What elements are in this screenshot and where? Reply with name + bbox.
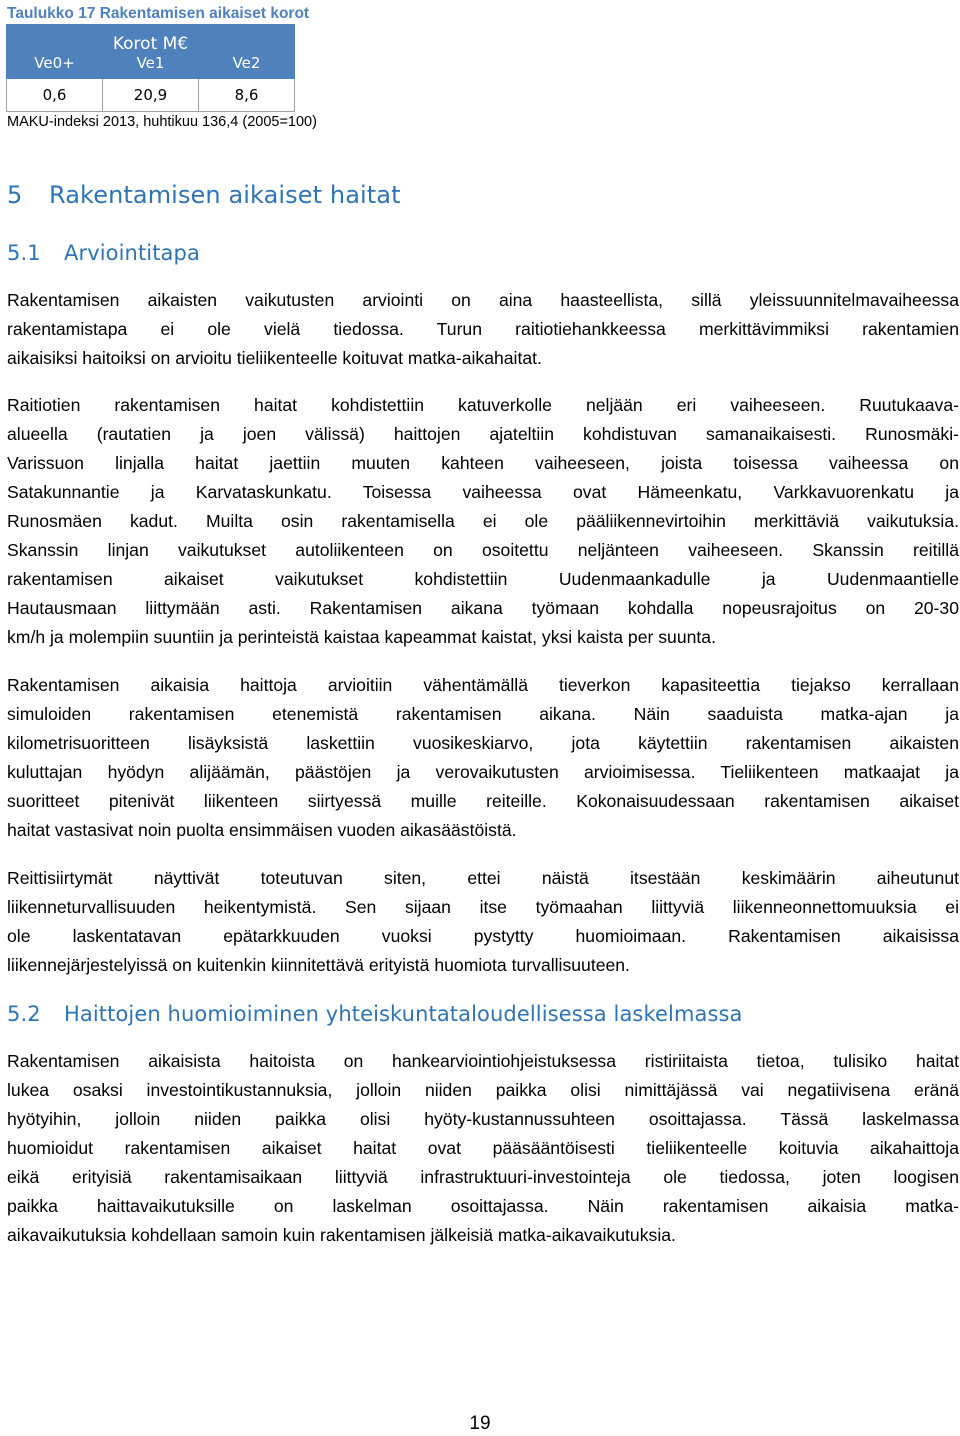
text-line: rakentamisen aikaiset vaikutukset kohdistettiin Uudenmaankadulle ja Uudenmaantielle <box>7 569 959 589</box>
cell-ve2-value: 8,6 <box>199 79 295 112</box>
text-line: huomioidut rakentamisen aikaiset haitat ovat pääsääntöisesti tieliikenteelle koituvia aikahaittoja <box>7 1138 959 1158</box>
text-line: liikennejärjestelyissä on kuitenkin kiinnitettävä erityistä huomiota turvallisuuteen. <box>7 955 630 975</box>
paragraph <box>7 1047 959 1250</box>
paragraph <box>7 864 959 980</box>
text-line: kuluttajan hyödyn alijäämän, päästöjen ja verovaikutusten arvioimisessa. Tieliikenteen matkaajat ja <box>7 762 959 782</box>
text-line: km/h ja molempiin suuntiin ja perinteistä kaistaa kapeammat kaistat, yksi kaista per suunta. <box>7 627 716 647</box>
section-title: Haittojen huomioiminen yhteiskuntataloudellisessa laskelmassa <box>64 1002 743 1026</box>
text-line: Raitiotien rakentamisen haitat kohdistettiin katuverkolle neljään eri vaiheeseen. Ruutukaava- <box>7 395 959 415</box>
section-5-heading <box>7 181 401 209</box>
column-header-ve2: Ve2 <box>199 54 295 79</box>
text-line: eikä erityisiä rakentamisaikaan liittyviä infrastruktuuri-investointeja ole tiedossa, joten loogisen <box>7 1167 959 1187</box>
interest-table <box>6 24 295 112</box>
section-5-1-heading <box>7 241 200 265</box>
text-line: Satakunnantie ja Karvataskunkatu. Toisessa vaiheessa ovat Hämeenkatu, Varkkavuorenkatu ja <box>7 482 959 502</box>
maku-index-note: MAKU-indeksi 2013, huhtikuu 136,4 (2005=100) <box>7 114 317 130</box>
text-line: paikka haittavaikutuksille on laskelman osoittajassa. Näin rakentamisen aikaisia matka- <box>7 1196 959 1216</box>
column-header-ve1: Ve1 <box>103 54 199 79</box>
section-title: Arviointitapa <box>64 241 200 265</box>
text-line: ole laskentatavan epätarkkuuden vuoksi pystytty huomioimaan. Rakentamisen aikaisissa <box>7 926 959 946</box>
section-title: Rakentamisen aikaiset haitat <box>49 181 401 209</box>
text-line: Rakentamisen aikaisista haitoista on hankearviointiohjeistuksessa ristiriitaista tietoa, tulisiko haitat <box>7 1051 959 1071</box>
text-line: kilometrisuoritteen lisäyksistä laskettiin vuosikeskiarvo, jota käytettiin rakentamisen aikaisten <box>7 733 959 753</box>
text-line: liikenneturvallisuuden heikentymistä. Sen sijaan itse työmaahan liittyviä liikenneonnettomuuksia ei <box>7 897 959 917</box>
text-line: hyötyihin, jolloin niiden paikka olisi hyöty-kustannussuhteen osoittajassa. Tässä laskelmassa <box>7 1109 959 1129</box>
paragraph <box>7 671 959 845</box>
section-5-2-heading <box>7 1002 743 1026</box>
text-line: lukea osaksi investointikustannuksia, jolloin niiden paikka olisi nimittäjässä vai negatiivisena eränä <box>7 1080 959 1100</box>
text-line: simuloiden rakentamisen etenemistä rakentamisen aikana. Näin saaduista matka-ajan ja <box>7 704 959 724</box>
text-line: Skanssin linjan vaikutukset autoliikenteen on osoitettu neljänteen vaiheeseen. Skanssin reitillä <box>7 540 959 560</box>
page-number: 19 <box>469 1413 491 1434</box>
text-line: Varissuon linjalla haitat jaettiin muuten kahteen vaiheeseen, joista toisessa vaiheessa on <box>7 453 959 473</box>
text-line: Reittisiirtymät näyttivät toteutuvan siten, ettei näistä itsestään keskimäärin aiheutunut <box>7 868 959 888</box>
text-line: alueella (rautatien ja joen välissä) haittojen ajateltiin kohdistuvan samanaikaisesti. Runosmäki- <box>7 424 959 444</box>
section-number: 5.1 <box>7 241 41 265</box>
paragraph <box>7 391 959 652</box>
section-number: 5 <box>7 181 23 209</box>
text-line: Rakentamisen aikaisia haittoja arvioitiin vähentämällä tieverkon kapasiteettia tiejakso kerrallaan <box>7 675 959 695</box>
text-line: suoritteet pitenivät liikenteen siirtyessä muille reiteille. Kokonaisuudessaan rakentamisen aikaiset <box>7 791 959 811</box>
text-line: haitat vastasivat noin puolta ensimmäisen vuoden aikasäästöistä. <box>7 820 517 840</box>
table-header-korot: Korot M€ <box>7 25 295 55</box>
text-line: rakentamistapa ei ole vielä tiedossa. Turun raitiotiehankkeessa merkittävimmiksi rakentamien <box>7 319 959 339</box>
column-header-ve0: Ve0+ <box>7 54 103 79</box>
cell-ve0-value: 0,6 <box>7 79 103 112</box>
table-caption: Taulukko 17 Rakentamisen aikaiset korot <box>7 5 310 22</box>
paragraph <box>7 286 959 373</box>
text-line: aikaisiksi haitoiksi on arvioitu tieliikenteelle koituvat matka-aikahaitat. <box>7 348 542 368</box>
cell-ve1-value: 20,9 <box>103 79 199 112</box>
text-line: Runosmäen kadut. Muilta osin rakentamisella ei ole pääliikennevirtoihin merkittäviä vaikutuksia. <box>7 511 959 531</box>
text-line: aikavaikutuksia kohdellaan samoin kuin rakentamisen jälkeisiä matka-aikavaikutuksia. <box>7 1225 676 1245</box>
section-number: 5.2 <box>7 1002 41 1026</box>
text-line: Rakentamisen aikaisten vaikutusten arviointi on aina haasteellista, sillä yleissuunnitelmavaiheessa <box>7 290 959 310</box>
text-line: Hautausmaan liittymään asti. Rakentamisen aikana työmaan kohdalla nopeusrajoitus on 20-30 <box>7 598 959 618</box>
